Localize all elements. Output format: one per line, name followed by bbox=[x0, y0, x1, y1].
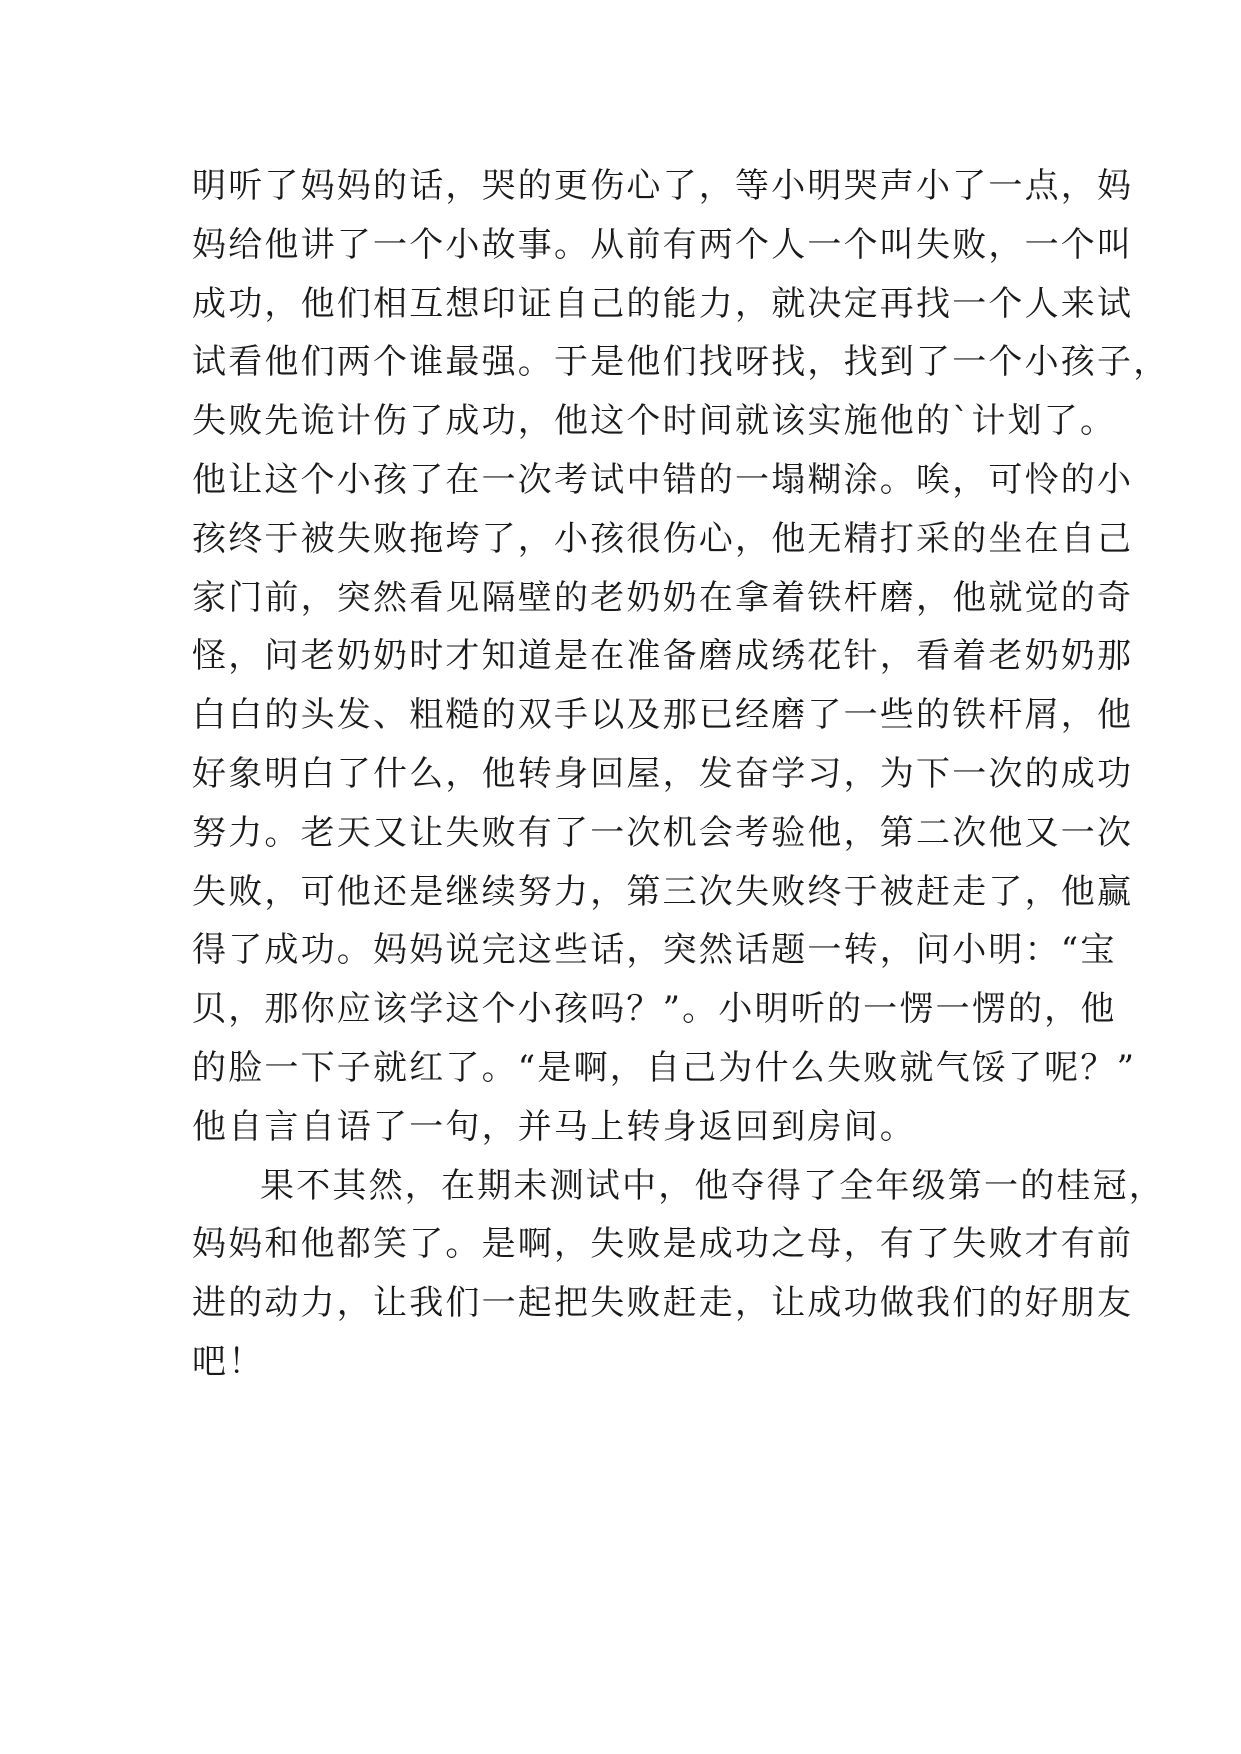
text-line: 好象明白了什么，他转身回屋，发奋学习，为下一次的成功 bbox=[192, 753, 1134, 794]
text-line: 进的动力，让我们一起把失败赶走，让成功做我们的好朋友 bbox=[192, 1283, 1134, 1324]
text-line: 得了成功。妈妈说完这些话，突然话题一转，问小明：“宝 bbox=[192, 930, 1117, 971]
text-line: 怪，问老奶奶时才知道是在准备磨成绣花针，看着老奶奶那 bbox=[192, 636, 1134, 677]
paragraph-2 bbox=[192, 1157, 1165, 1392]
text-line: 果不其然，在期未测试中，他夺得了全年级第一的桂冠， bbox=[260, 1165, 1165, 1206]
text-line: 失败先诡计伤了成功，他这个时间就该实施他的`计划了。 bbox=[192, 401, 1117, 442]
text-line: 妈给他讲了一个小故事。从前有两个人一个叫失败，一个叫 bbox=[192, 224, 1134, 265]
text-line: 他自言自语了一句，并马上转身返回到房间。 bbox=[192, 1106, 916, 1147]
text-line: 他让这个小孩了在一次考试中错的一塌糊涂。唉，可怜的小 bbox=[192, 459, 1134, 500]
text-line: 成功，他们相互想印证自己的能力，就决定再找一个人来试 bbox=[192, 283, 1134, 324]
text-line: 白白的头发、粗糙的双手以及那已经磨了一些的铁杆屑，他 bbox=[192, 695, 1134, 736]
text-line: 家门前，突然看见隔壁的老奶奶在拿着铁杆磨，他就觉的奇 bbox=[192, 577, 1134, 618]
text-line: 试看他们两个谁最强。于是他们找呀找，找到了一个小孩子， bbox=[192, 342, 1170, 383]
text-line: 贝，那你应该学这个小孩吗？”。小明听的一愣一愣的，他 bbox=[192, 989, 1117, 1030]
text-line: 失败，可他还是继续努力，第三次失败终于被赶走了，他赢 bbox=[192, 871, 1134, 912]
text-line: 吧！ bbox=[192, 1341, 265, 1382]
text-line: 孩终于被失败拖垮了，小孩很伤心，他无精打采的坐在自己 bbox=[192, 518, 1134, 559]
body-text bbox=[192, 157, 1170, 1392]
text-line: 妈妈和他都笑了。是啊，失败是成功之母，有了失败才有前 bbox=[192, 1224, 1134, 1265]
text-line: 努力。老天又让失败有了一次机会考验他，第二次他又一次 bbox=[192, 812, 1134, 853]
text-line: 明听了妈妈的话，哭的更伤心了，等小明哭声小了一点，妈 bbox=[192, 166, 1134, 206]
text-line: 的脸一下子就红了。“是啊，自己为什么失败就气馁了呢？” bbox=[192, 1047, 1137, 1088]
paragraph-1 bbox=[192, 157, 1170, 1157]
